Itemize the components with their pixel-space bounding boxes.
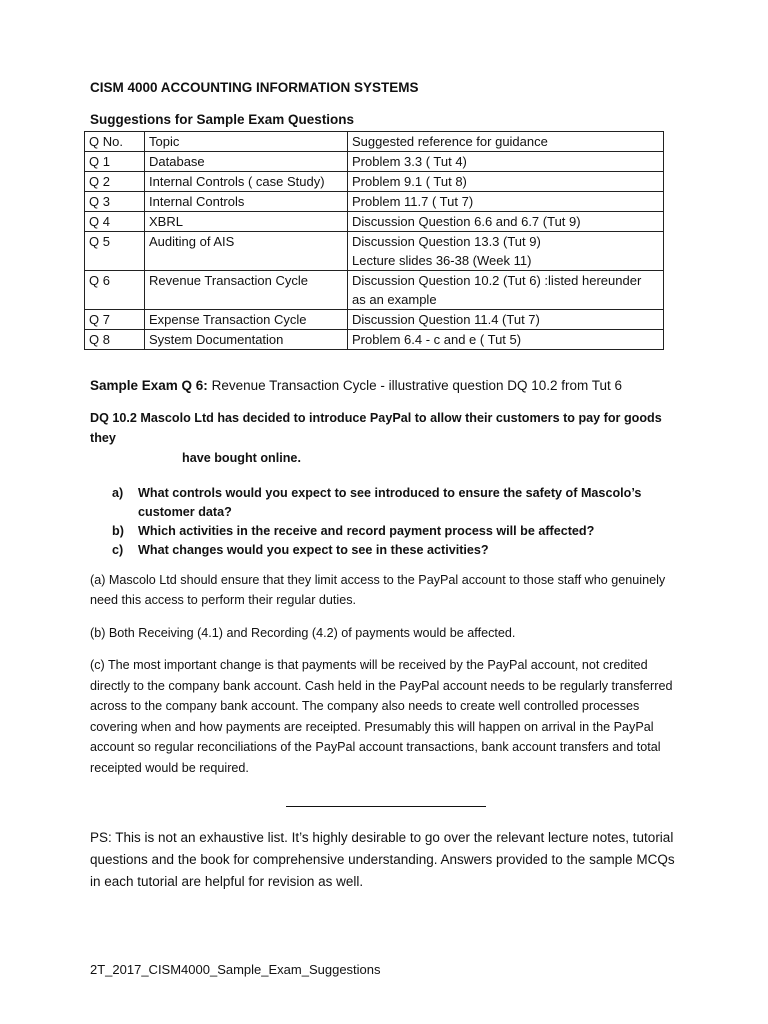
list-item <box>90 522 680 541</box>
answer-b: (b) Both Receiving (4.1) and Recording (4.2) of payments would be affected. <box>90 625 516 640</box>
cell-q-no: Q 8 <box>85 329 145 349</box>
list-item <box>90 541 680 560</box>
table-header-row <box>85 131 664 151</box>
table-row <box>85 211 664 231</box>
exam-suggestions-table <box>84 131 664 350</box>
question-text: Which activities in the receive and record payment process will be affected? <box>138 523 595 538</box>
list-marker: b) <box>112 523 124 538</box>
cell-reference: Problem 9.1 ( Tut 8) <box>348 171 664 191</box>
cell-q-no: Q 4 <box>85 211 145 231</box>
list-item <box>90 484 680 522</box>
list-marker: a) <box>112 485 124 500</box>
cell-topic: Revenue Transaction Cycle <box>145 270 348 309</box>
cell-reference: Problem 3.3 ( Tut 4) <box>348 151 664 171</box>
sample-question-heading <box>90 376 680 396</box>
cell-reference: Discussion Question 6.6 and 6.7 (Tut 9) <box>348 211 664 231</box>
cell-q-no: Q 7 <box>85 309 145 329</box>
reference-line: as an example <box>352 291 437 307</box>
cell-topic: Expense Transaction Cycle <box>145 309 348 329</box>
cell-topic: Database <box>145 151 348 171</box>
cell-q-no: Q 5 <box>85 231 145 270</box>
cell-q-no: Q 3 <box>85 191 145 211</box>
header-topic: Topic <box>145 131 348 151</box>
cell-topic: Auditing of AIS <box>145 231 348 270</box>
table-row <box>85 191 664 211</box>
cell-topic: Internal Controls ( case Study) <box>145 171 348 191</box>
question-list <box>90 484 680 560</box>
table-caption: Suggestions for Sample Exam Questions <box>90 112 355 128</box>
list-marker: c) <box>112 542 124 557</box>
document-page <box>90 78 680 893</box>
dq-line-1: DQ 10.2 Mascolo Ltd has decided to introduce PayPal to allow their customers to pay for goods they <box>90 410 662 445</box>
answer-a: (a) Mascolo Ltd should ensure that they limit access to the PayPal account to those staff who genuinely need this access to perform their regular duties. <box>90 572 666 608</box>
cell-reference: Discussion Question 11.4 (Tut 7) <box>348 309 664 329</box>
reference-line: Discussion Question 13.3 (Tut 9) <box>352 233 541 249</box>
header-reference: Suggested reference for guidance <box>348 131 664 151</box>
cell-topic: System Documentation <box>145 329 348 349</box>
cell-reference: Problem 11.7 ( Tut 7) <box>348 191 664 211</box>
cell-topic: XBRL <box>145 211 348 231</box>
reference-line: Lecture slides 36-38 (Week 11) <box>352 252 532 268</box>
header-q-no: Q No. <box>85 131 145 151</box>
discussion-question-intro <box>90 408 680 468</box>
table-row <box>85 329 664 349</box>
cell-reference: Problem 6.4 - c and e ( Tut 5) <box>348 329 664 349</box>
table-row <box>85 171 664 191</box>
cell-q-no: Q 2 <box>85 171 145 191</box>
cell-q-no: Q 6 <box>85 270 145 309</box>
table-row <box>85 151 664 171</box>
separator-line <box>286 806 486 807</box>
table-row <box>85 270 664 309</box>
cell-q-no: Q 1 <box>85 151 145 171</box>
cell-reference <box>348 231 664 270</box>
reference-line: Discussion Question 10.2 (Tut 6) :listed hereunder <box>352 272 642 288</box>
sample-question-label: Sample Exam Q 6: <box>90 377 208 393</box>
table-row <box>85 309 664 329</box>
document-title: CISM 4000 ACCOUNTING INFORMATION SYSTEMS <box>90 80 419 95</box>
sample-question-text: Revenue Transaction Cycle - illustrative question DQ 10.2 from Tut 6 <box>207 377 623 393</box>
dq-line-2: have bought online. <box>182 450 301 465</box>
question-text: What controls would you expect to see introduced to ensure the safety of Mascolo’s customer data? <box>138 485 642 519</box>
cell-reference <box>348 270 664 309</box>
cell-topic: Internal Controls <box>145 191 348 211</box>
page-footer: 2T_2017_CISM4000_Sample_Exam_Suggestions <box>90 962 381 977</box>
question-text: What changes would you expect to see in these activities? <box>138 542 489 557</box>
answer-c: (c) The most important change is that payments will be received by the PayPal account, not credited directly to the company bank account. Cash held in the PayPal account needs to be regularly transferred across to the company bank account. The company also needs to create well controlled processes covering when and how payments are receipted. Presumably this will happen on arrival in the PayPal account so regular reconciliations of the PayPal account transactions, bank account transfers and total receipted would be required. <box>90 658 673 775</box>
postscript-note: PS: This is not an exhaustive list. It’s highly desirable to go over the relevant lecture notes, tutorial questions and the book for comprehensive understanding. Answers provided to the sample MCQs in each tutorial are helpful for revision as well. <box>90 830 675 890</box>
table-row <box>85 231 664 270</box>
